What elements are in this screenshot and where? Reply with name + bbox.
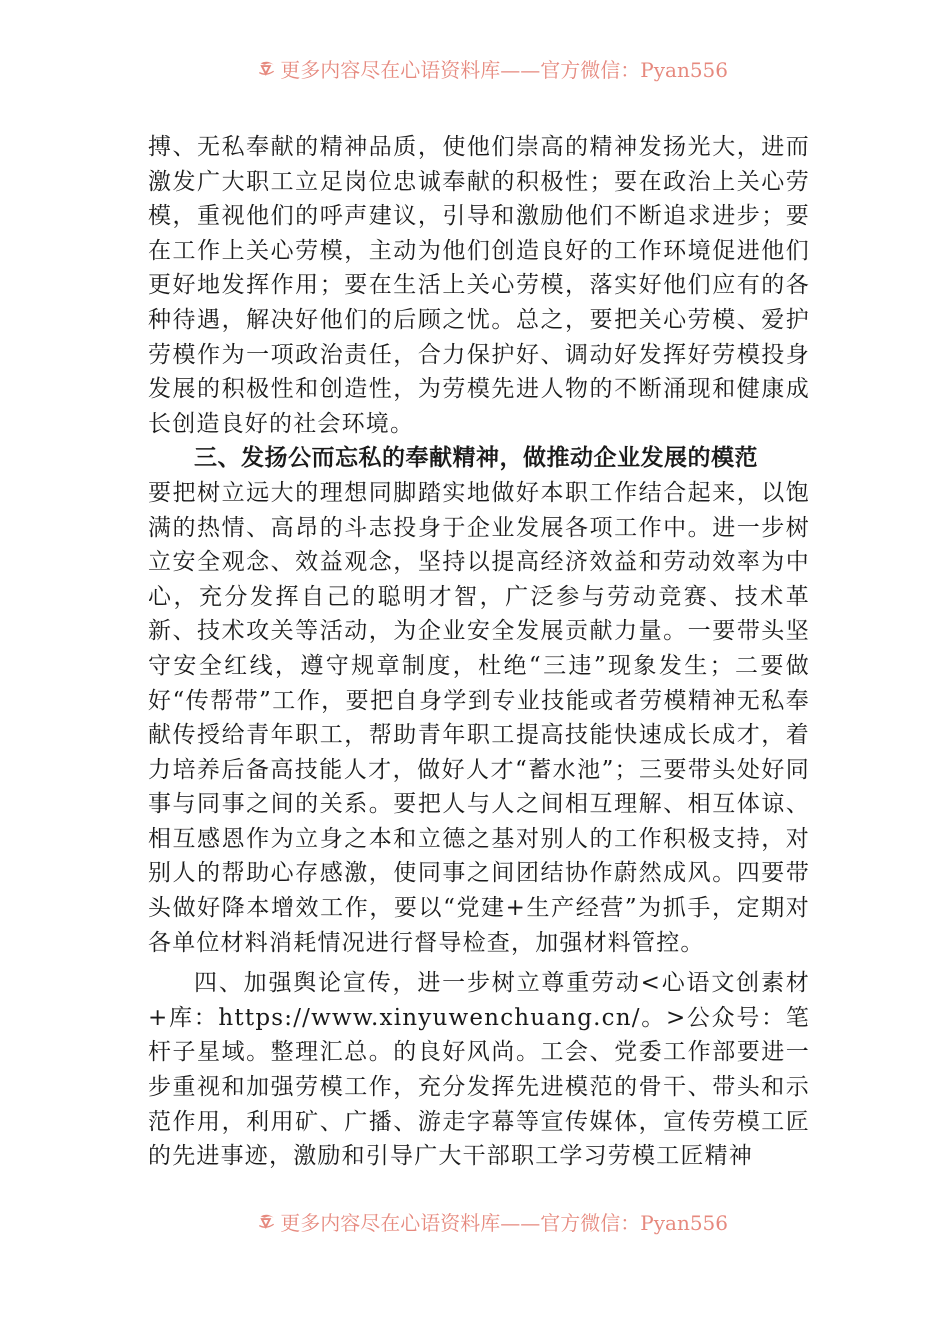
section-heading-3: 三、发扬公而忘私的奉献精神，做推动企业发展的模范	[194, 445, 758, 472]
document-body	[148, 130, 810, 1174]
paragraph-continued: 搏、无私奉献的精神品质，使他们崇高的精神发扬光大，进而激发广大职工立足岗位忠诚奉献的积极性；要在政治上关心劳模，重视他们的呼声建议，引导和激励他们不断追求进步；要在工作上关心劳模，主动为他们创造良好的工作环境促进他们更好地发挥作用；要在生活上关心劳模，落实好他们应有的各种待遇，解决好他们的后顾之忧。总之，要把关心劳模、爱护劳模作为一项政治责任，合力保护好、调动好发挥好劳模投身发展的积极性和创造性，为劳模先进人物的不断涌现和健康成长创造良好的社会环境。	[148, 134, 810, 437]
paragraph-section-4: 四、加强舆论宣传，进一步树立尊重劳动<心语文创素材+库：https://www.xinyuwenchuang.cn/。>公众号：笔杆子星域。整理汇总。的良好风尚。工会、党委工作部要进一步重视和加强劳模工作，充分发挥先进模范的骨干、带头和示范作用，利用矿、广播、游走字幕等宣传媒体，宣传劳模工匠的先进事迹，激励和引导广大干部职工学习劳模工匠精神	[148, 970, 810, 1170]
logo-icon	[258, 1208, 276, 1234]
watermark-header	[258, 53, 728, 83]
logo-icon	[258, 55, 276, 81]
paragraph-section-3: 要把树立远大的理想同脚踏实地做好本职工作结合起来，以饱满的热情、高昂的斗志投身于企业发展各项工作中。进一步树立安全观念、效益观念，坚持以提高经济效益和劳动效率为中心，充分发挥自己的聪明才智，广泛参与劳动竞赛、技术革新、技术攻关等活动，为企业安全发展贡献力量。一要带头坚守安全红线，遵守规章制度，杜绝“三违”现象发生；二要做好“传帮带”工作，要把自身学到专业技能或者劳模精神无私奉献传授给青年职工，帮助青年职工提高技能快速成长成才，着力培养后备高技能人才，做好人才“蓄水池”；三要带头处好同事与同事之间的关系。要把人与人之间相互理解、相互体谅、相互感恩作为立身之本和立德之基对别人的工作积极支持，对别人的帮助心存感激，使同事之间团结协作蔚然成风。四要带头做好降本增效工作，要以“党建+生产经营”为抓手，定期对各单位材料消耗情况进行督导检查，加强材料管控。	[148, 479, 810, 956]
watermark-footer	[258, 1206, 728, 1236]
watermark-text: 更多内容尽在心语资料库——官方微信：Pyan556	[280, 1210, 728, 1235]
watermark-text: 更多内容尽在心语资料库——官方微信：Pyan556	[280, 57, 728, 82]
